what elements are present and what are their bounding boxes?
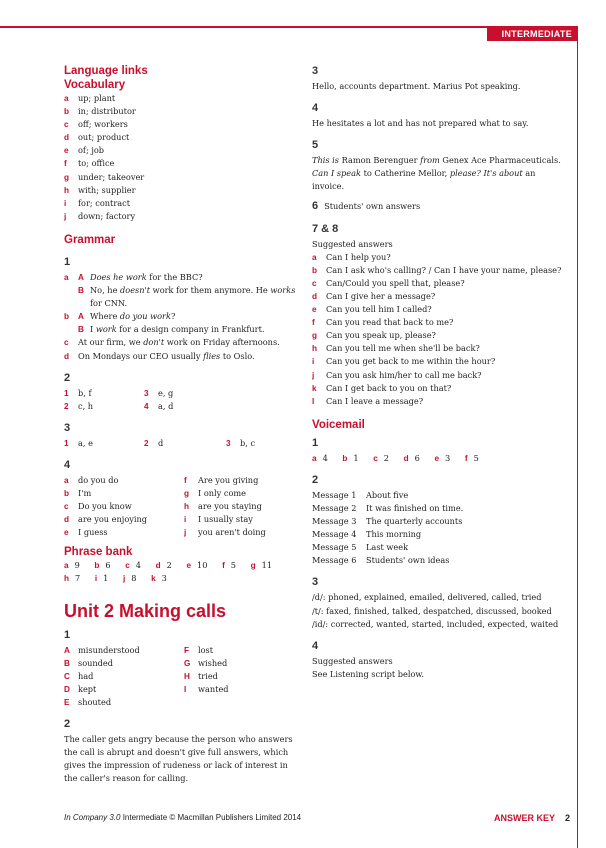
list-item: d are you enjoying	[64, 514, 148, 525]
exercise-number: 6	[312, 200, 319, 213]
paragraph: Suggested answers	[312, 655, 393, 666]
list-item: C had	[64, 670, 94, 681]
list-item: b I'm	[64, 487, 92, 498]
list-item: a A Does he work for the BBC?	[64, 271, 203, 282]
list-item: B No, he doesn't work for them anymore. He works for CNN.	[78, 285, 296, 309]
list-item: H tried	[184, 670, 218, 681]
list-item: b in; distributor	[64, 106, 136, 117]
paragraph: Suggested answers	[312, 238, 393, 249]
exercise-6: 6 Students' own answers	[312, 200, 421, 213]
left-column	[64, 64, 300, 785]
list-item: f Are you giving	[184, 474, 259, 485]
list-item: c At our firm, we don't work on Friday afternoons.	[64, 337, 280, 348]
paragraph: The caller gets angry because the person who answers the call is abrupt and doesn't give full answers, which gives the impression of rudeness or lack of interest in the caller's reason for calling.	[64, 734, 293, 784]
list-item: f 5	[222, 560, 237, 571]
phrase-bank-row	[64, 559, 300, 572]
list-item: f to; office	[64, 158, 115, 169]
paragraph: Hello, accounts department. Marius Pot speaking.	[312, 81, 521, 91]
exercise-number: 3	[312, 576, 319, 589]
exercise-number: 4	[312, 639, 319, 652]
exercise-number: 1	[64, 255, 71, 268]
list-item: a 9	[64, 560, 80, 571]
list-item: Message 2 It was finished on time.	[312, 502, 464, 513]
exercise-number: 1	[312, 436, 319, 449]
list-item: k 3	[151, 573, 167, 584]
list-item: f 5	[464, 452, 479, 463]
list-item: i I usually stay	[184, 514, 253, 525]
list-item: j down; factory	[64, 210, 136, 221]
list-item: e 3	[434, 452, 451, 463]
list-item: E shouted	[64, 696, 112, 707]
list-item: d out; product	[64, 132, 130, 143]
list-item: j you aren't doing	[184, 527, 266, 538]
list-item: g 11	[250, 560, 273, 571]
list-item: g I only come	[184, 487, 247, 498]
exercise-number: 2	[64, 371, 71, 384]
list-item: a Can I help you?	[312, 251, 391, 262]
grammar-3	[64, 437, 300, 450]
list-item: /id/: corrected, wanted, started, included, expected, waited	[312, 618, 559, 629]
list-item: e 10	[186, 560, 208, 571]
exercise-number: 4	[64, 458, 71, 471]
paragraph: This is Ramon Berenguer from Genex Ace Pharmaceuticals.	[312, 155, 561, 166]
list-item: B I work for a design company in Frankfurt.	[78, 324, 265, 335]
list-item: h with; supplier	[64, 184, 136, 195]
list-item: b A Where do you work?	[64, 311, 176, 322]
list-item: Message 4 This morning	[312, 529, 422, 540]
list-item: e I guess	[64, 527, 108, 538]
grammar-2	[64, 387, 300, 413]
list-item: a up; plant	[64, 93, 116, 103]
list-item: b Can I ask who's calling? / Can I have your name, please?	[312, 264, 562, 275]
list-item: b 6	[94, 560, 111, 571]
list-item: e of; job	[64, 145, 105, 156]
list-item: Message 3 The quarterly accounts	[312, 516, 463, 527]
grammar-title: Grammar	[64, 233, 116, 246]
voicemail-title: Voicemail	[312, 418, 365, 431]
list-item: 4 a, d	[144, 400, 174, 411]
list-item: 1 b, f	[64, 387, 92, 398]
list-item: Message 5 Last week	[312, 542, 409, 553]
side-rule	[577, 26, 578, 848]
voicemail-1	[312, 452, 570, 465]
list-item: c Do you know	[64, 501, 132, 512]
voicemail-3	[312, 591, 570, 630]
list-item: h 7	[64, 573, 81, 584]
list-item: F lost	[184, 644, 214, 655]
list-item: I wanted	[184, 683, 229, 694]
page-number: 2	[564, 813, 570, 823]
list-item: k Can I get back to you on that?	[312, 382, 452, 393]
grammar-4	[64, 474, 300, 539]
list-item: i Can you get back to me within the hour?	[312, 356, 496, 367]
exercise-number: 1	[64, 628, 71, 641]
list-item: /d/: phoned, explained, emailed, delivered, called, tried	[312, 592, 542, 603]
list-item: c Can/Could you spell that, please?	[312, 277, 465, 288]
exercise-number: 2	[64, 718, 71, 730]
list-item: Message 1 About five	[312, 489, 409, 500]
list-item: G wished	[184, 657, 228, 668]
list-item: d On Mondays our CEO usually flies to Oslo.	[64, 350, 255, 361]
list-item: b 1	[342, 452, 359, 463]
list-item: 2 d	[144, 437, 164, 448]
unit-title: Unit 2 Making calls	[64, 600, 227, 621]
phrase-bank-row	[64, 572, 300, 585]
right-column	[312, 64, 570, 681]
list-item: g under; takeover	[64, 171, 145, 182]
paragraph: See Listening script below.	[312, 668, 425, 679]
list-item: d 6	[403, 452, 420, 463]
list-item: 1 a, e	[64, 437, 93, 448]
list-item: c off; workers	[64, 119, 128, 130]
grammar-1	[64, 271, 300, 363]
answers-7-8	[312, 251, 570, 408]
list-item: a do you do	[64, 474, 119, 485]
list-item: Message 6 Students' own ideas	[312, 555, 450, 566]
list-item: 3 b, c	[226, 437, 256, 448]
footer-credit: In Company 3.0 Intermediate © Macmillan Publishers Limited 2014	[64, 813, 302, 822]
list-item: /t/: faxed, finished, talked, despatched, discussed, booked	[312, 605, 552, 616]
phrase-bank-title: Phrase bank	[64, 546, 133, 559]
list-item: i for; contract	[64, 197, 130, 208]
exercise-number: 3	[312, 65, 319, 77]
vocab-title: Vocabulary	[64, 79, 126, 91]
list-item: i 1	[94, 573, 109, 584]
vocab-list	[64, 92, 300, 223]
exercise-number: 3	[64, 421, 71, 434]
list-item: c 2	[373, 452, 390, 463]
list-item: A misunderstood	[64, 644, 140, 655]
unit-exercise-1	[64, 644, 300, 709]
list-item: B sounded	[64, 657, 114, 668]
list-item: a 4	[312, 452, 328, 463]
list-item: 3 e, g	[144, 387, 174, 398]
exercise-number: 5	[312, 139, 319, 152]
list-item: j Can you ask him/her to call me back?	[312, 369, 482, 380]
level-tag: INTERMEDIATE	[487, 27, 578, 41]
list-item: 2 c, h	[64, 400, 94, 411]
list-item: D kept	[64, 683, 97, 694]
list-item: e Can you tell him I called?	[312, 304, 432, 315]
voicemail-2	[312, 489, 570, 568]
section-title: Language links	[64, 65, 148, 77]
list-item: g Can you speak up, please?	[312, 330, 436, 341]
list-item: c 4	[125, 560, 142, 571]
list-item: h Can you tell me when she'll be back?	[312, 343, 480, 354]
list-item: d 2	[155, 560, 172, 571]
exercise-number: 7 & 8	[312, 222, 339, 235]
list-item: h are you staying	[184, 501, 262, 512]
list-item: j 8	[122, 573, 137, 584]
footer	[64, 812, 570, 824]
list-item: l Can I leave a message?	[312, 395, 424, 406]
exercise-number: 2	[312, 473, 319, 486]
list-item: f Can you read that back to me?	[312, 317, 454, 328]
paragraph: Can I speak to Catherine Mellor, please? It's about an invoice.	[312, 168, 536, 192]
footer-answer-key: ANSWER KEY 2	[493, 813, 570, 823]
list-item: d Can I give her a message?	[312, 290, 436, 301]
exercise-number: 4	[312, 102, 319, 115]
paragraph: He hesitates a lot and has not prepared what to say.	[312, 118, 529, 129]
